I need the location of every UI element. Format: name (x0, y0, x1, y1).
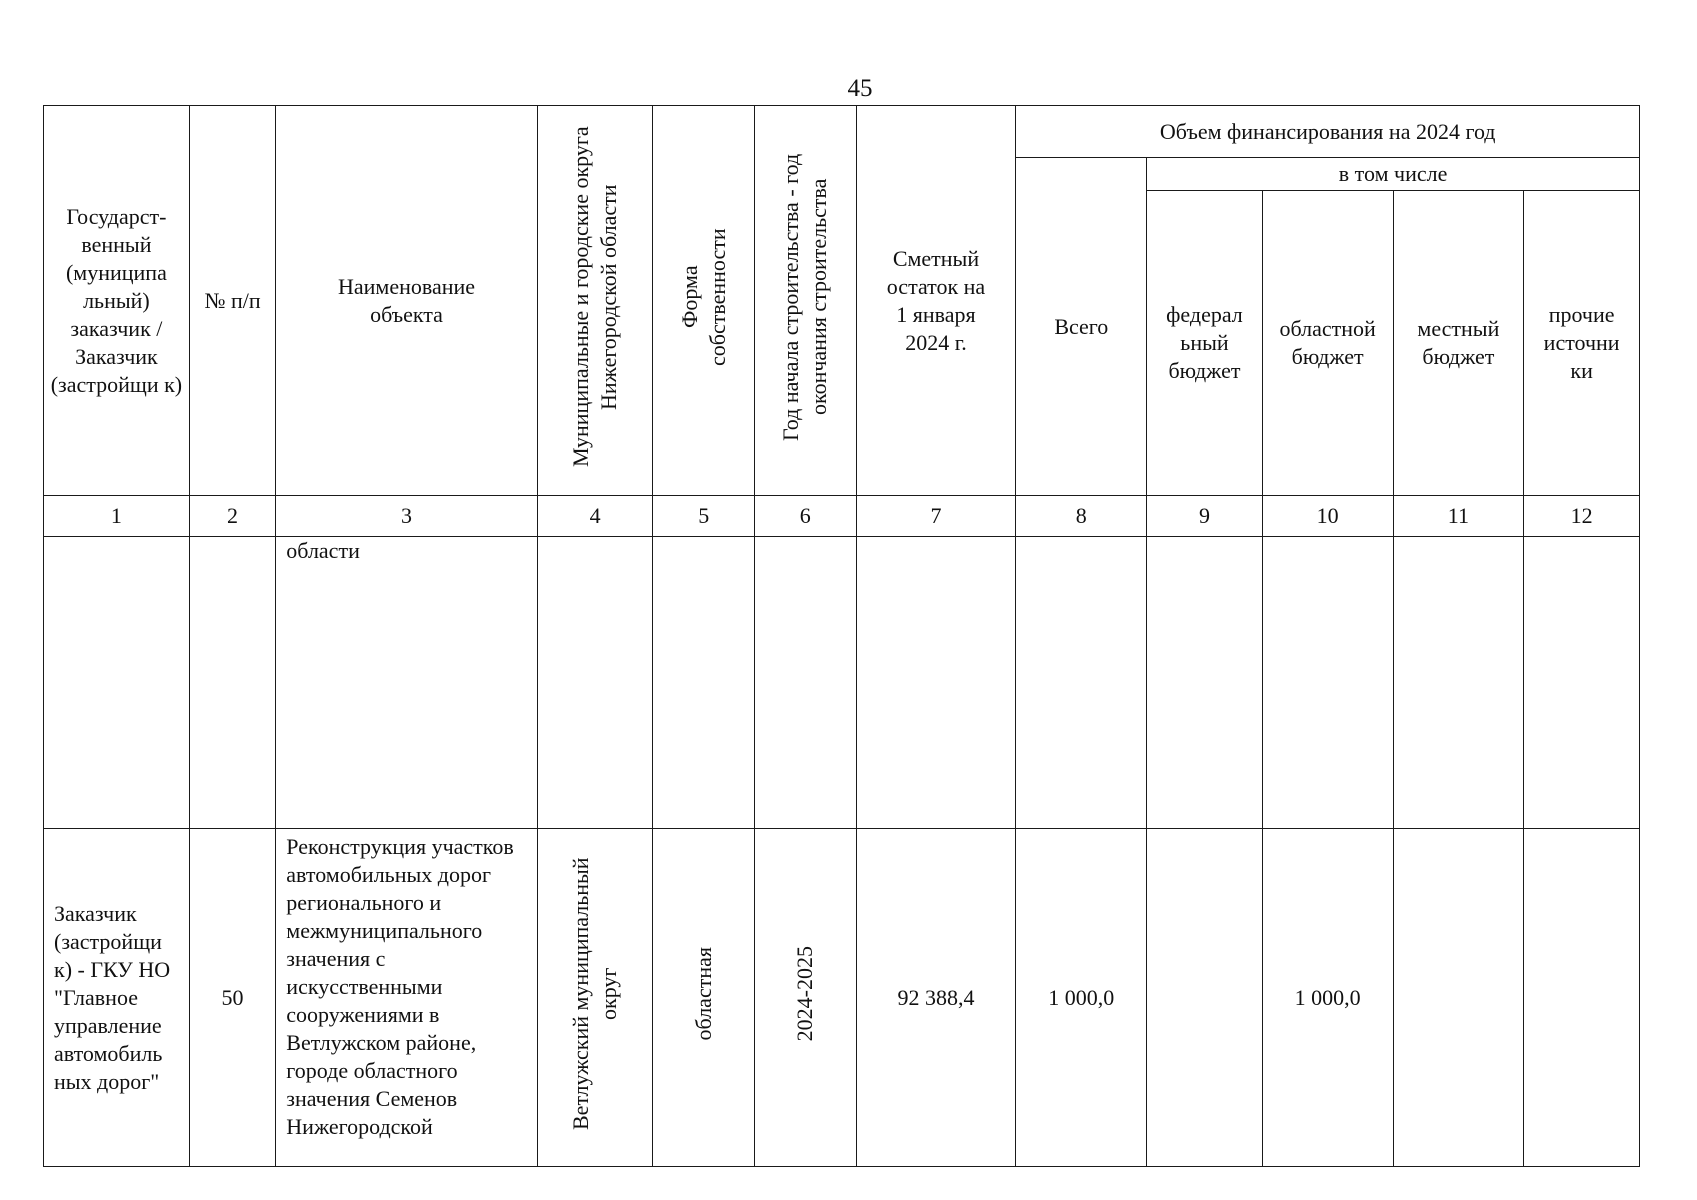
column-number: 5 (653, 496, 755, 537)
header-object-name: Наименование объекта (276, 106, 537, 496)
cell-number: 50 (189, 829, 275, 1167)
cell-number (189, 537, 275, 829)
column-number: 1 (44, 496, 190, 537)
cell-ownership (653, 829, 755, 1167)
column-number: 7 (856, 496, 1016, 537)
column-number: 12 (1524, 496, 1640, 537)
header-funding-group: Объем финансирования на 2024 год (1016, 106, 1640, 158)
cell-regional (1262, 537, 1393, 829)
cell-local (1393, 537, 1524, 829)
cell-municipality (537, 829, 653, 1167)
cell-municipality-text: Ветлужский муниципальный округ (568, 857, 622, 1131)
header-row-number: № п/п (189, 106, 275, 496)
cell-federal (1147, 829, 1263, 1167)
cell-years-text: 2024-2025 (792, 946, 818, 1042)
cell-object-name: области (276, 537, 537, 829)
cell-customer (44, 537, 190, 829)
header-regional-budget: областной бюджет (1262, 191, 1393, 496)
header-years-text: Год начала строительства - год окончания строительства (778, 153, 832, 441)
column-numbers-row (44, 496, 1640, 537)
column-number: 8 (1016, 496, 1147, 537)
header-including: в том числе (1147, 158, 1640, 191)
cell-other (1524, 829, 1640, 1167)
cell-regional: 1 000,0 (1262, 829, 1393, 1167)
cell-ownership-text: областная (690, 947, 716, 1041)
cell-years (754, 537, 856, 829)
header-other-sources: прочие источни ки (1524, 191, 1640, 496)
cell-remaining-estimate (856, 537, 1016, 829)
page-number: 45 (847, 75, 873, 102)
cell-federal (1147, 537, 1263, 829)
header-customer: Государст-венный (муниципа льный) заказчик / Заказчик (застройщи к) (44, 106, 190, 496)
column-number: 11 (1393, 496, 1524, 537)
cell-ownership (653, 537, 755, 829)
column-number: 9 (1147, 496, 1263, 537)
cell-local (1393, 829, 1524, 1167)
column-number: 10 (1262, 496, 1393, 537)
cell-municipality (537, 537, 653, 829)
table-row (44, 537, 1640, 829)
cell-total: 1 000,0 (1016, 829, 1147, 1167)
header-ownership (653, 106, 755, 496)
construction-financing-table (43, 105, 1640, 1167)
header-federal-budget: федерал ьный бюджет (1147, 191, 1263, 496)
cell-customer: Заказчик (застройщи к) - ГКУ НО "Главное управление автомобиль ных дорог" (44, 829, 190, 1167)
header-ownership-text: Форма собственности (676, 228, 730, 366)
header-years (754, 106, 856, 496)
cell-total (1016, 537, 1147, 829)
header-remaining-estimate: Сметный остаток на 1 января 2024 г. (856, 106, 1016, 496)
column-number: 3 (276, 496, 537, 537)
header-total: Всего (1016, 158, 1147, 496)
column-number: 2 (189, 496, 275, 537)
header-municipality-text: Муниципальные и городские округа Нижегородской области (568, 126, 622, 468)
header-municipality (537, 106, 653, 496)
cell-other (1524, 537, 1640, 829)
cell-object-name: Реконструкция участков автомобильных дорог регионального и межмуниципального значения с искусственными сооружениями в Ветлужском районе, городе областного значения Семенов Нижегородской (276, 829, 537, 1167)
cell-years (754, 829, 856, 1167)
table-row (44, 829, 1640, 1167)
column-number: 4 (537, 496, 653, 537)
header-row-1 (44, 106, 1640, 158)
column-number: 6 (754, 496, 856, 537)
cell-remaining-estimate: 92 388,4 (856, 829, 1016, 1167)
header-local-budget: местный бюджет (1393, 191, 1524, 496)
